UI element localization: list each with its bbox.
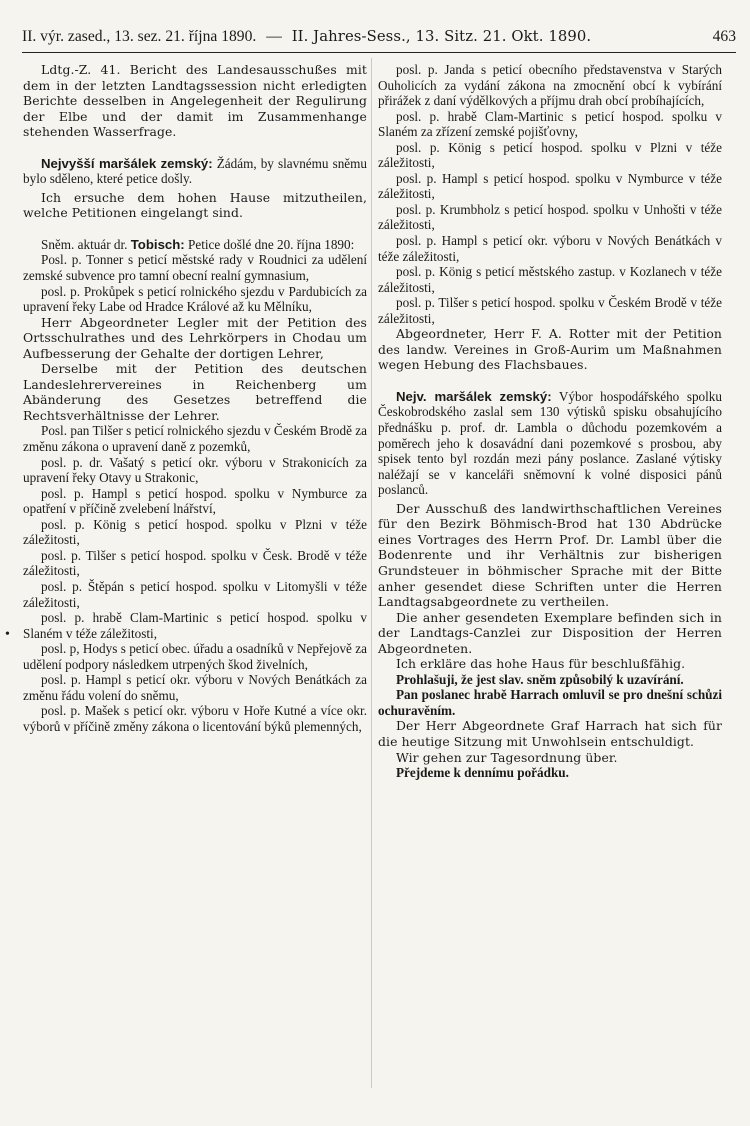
marshal-statement — [23, 156, 367, 187]
speaker-title: Sněm. aktuár dr. — [41, 236, 128, 252]
speech-text-german: Die anher gesendeten Exemplare befinden sich in der Landtags-Canzlei zur Disposition der Herren Abgeordneten. — [378, 609, 722, 656]
petition-item: posl. p. Hampl s peticí hospod. spolku v Nymburce v téže záležitosti, — [378, 170, 722, 202]
speech-text: Pan poslanec hrabě Harrach omluvil se pro dnešní schůzi ochuravěním. — [378, 687, 722, 718]
petition-item: posl. p. Mašek s peticí okr. výboru v Hoře Kutné a více okr. výborů v příčině změny zákona o licentování býků plemenných, — [23, 703, 367, 734]
speaker-name: Nejv. maršálek zemský: — [396, 388, 552, 404]
petition-item: posl. p. Tilšer s peticí hospod. spolku v Česk. Brodě v téže záležitosti, — [23, 547, 367, 579]
petition-item: posl. p. hrabě Clam-Martinic s peticí hospod. spolku v Slaném za zřízení zemské pojišťovny, — [378, 108, 722, 140]
actuary-statement — [23, 237, 367, 253]
petition-item: posl. p. Prokůpek s peticí rolnického sjezdu v Pardubicích za upravení řeky Labe od Hradce Králové až ku Mělníku, — [23, 283, 367, 315]
speech-text-german: Der Herr Abgeordnete Graf Harrach hat sich für die heutige Sitzung mit Unwohlsein entschuldigt. — [378, 718, 722, 749]
speech-text-german: Wir gehen zur Tagesordnung über. — [396, 749, 618, 765]
petition-item: posl. p. König s peticí městského zastup. v Kozlanech v téže záležitosti, — [378, 264, 722, 295]
petition-item: posl. p. Štěpán s peticí hospod. spolku v Litomyšli v téže záležitosti, — [23, 578, 367, 610]
petition-item: posl. p. hrabě Clam-Martinic s peticí hospod. spolku v Slaném v téže záležitosti, — [23, 610, 367, 641]
speech-text: Přejdeme k dennímu pořádku. — [396, 765, 569, 781]
speech-text-german: Ich erkläre das hohe Haus für beschlußfähig. — [396, 656, 686, 672]
speech-text: Žádám, by slavnému sněmu bylo sděleno, které petice došly. — [23, 155, 367, 187]
petition-item: posl. p. Janda s peticí obecního představenstva v Starých Ouholicích za vydání zákona na zmocnění obcí k vybírání přirážek z daní výdělkových a příjmu drah obcí probíhajících, — [378, 62, 722, 109]
running-header — [22, 28, 736, 46]
speaker-name: Tobisch: — [130, 236, 185, 252]
speech-text: Výbor hospodářského spolku Českobrodského zaslal sem 130 výtisků spisku obsahujícího přednášku p. prof. dr. Lambla o důchodu pozemkovém a poměrech jeho k dosavádní dani pozemkové s prosbou, aby spisek tento byl rozdán mezi pány poslance. Zaslané výtisky naléžají se v kanceláři sněmovní k volné disposici pánů poslanců. — [378, 388, 722, 498]
petition-item: Herr Abgeordneter Legler mit der Petition des Ortsschulrathes und des Lehrkörpers in Chodau um Aufbesserung der Gehalte der dortigen Lehrer, — [23, 314, 367, 361]
petition-item: posl. p. König s peticí hospod. spolku v Plzni v téže záležitosti, — [23, 516, 367, 548]
speech-text: Petice došlé dne 20. října 1890: — [188, 236, 355, 252]
report-entry: Ldtg.-Z. 41. Bericht des Landesausschußes mit dem in der letzten Landtagssession nicht erledigten Berichte desselben in Angelegenheit der Regulirung der Elbe und der damit im Zusammenhange stehenden Wasserfrage. — [23, 62, 367, 140]
speaker-name: Nejvyšší maršálek zemský: — [41, 155, 213, 171]
header-separator: — — [266, 28, 282, 45]
petition-item: Posl. pan Tilšer s peticí rolnického sjezdu v Českém Brodě za změnu zákona o upravení daně z pozemků, — [23, 423, 367, 455]
speech-text-german: Der Ausschuß des landwirthschaftlichen Vereines für den Bezirk Böhmisch-Brod hat 130 Abdrücke eines Vortrages des Herrn Prof. Dr. Lambl über die Bodenrente und ihr Verhältnis zur bisherigen Grundsteuer in böhmischer Sprache mit der Bitte anher gesendet diese Schriften unter die Herren Landtagsabgeordnete zu vertheilen. — [378, 500, 722, 610]
petition-item: posl. p. Tilšer s peticí hospod. spolku v Českém Brodě v téže záležitosti, — [378, 295, 722, 326]
right-column — [378, 62, 722, 781]
speech-text: Prohlašuji, že jest slav. sněm způsobilý k uzavírání. — [396, 671, 684, 687]
petition-item: posl. p. dr. Vašatý s peticí okr. výboru v Strakonicích za upravení řeky Otavy u Strakonic, — [23, 454, 367, 486]
marshal-statement — [378, 389, 722, 498]
petition-item: posl. p. König s peticí hospod. spolku v Plzni v téže záležitosti, — [378, 139, 722, 171]
petition-item: Derselbe mit der Petition des deutschen Landeslehrervereines in Reichenberg um Abänderung des Gesetzes betreffend die Rechtsverhältnisse der Lehrer. — [23, 361, 367, 423]
header-czech: II. výr. zased., 13. sez. 21. října 1890. — [22, 28, 257, 45]
petition-item: Posl. p. Tonner s peticí městské rady v Roudnici za udělení zemské subvence pro tamní obecní realní gymnasium, — [23, 252, 367, 284]
margin-dot: • — [5, 627, 10, 642]
left-column — [23, 62, 367, 734]
petition-item: posl. p, Hodys s peticí obec. úřadu a osadníků v Nepřejově za udělení podpory následkem utrpených škod živelních, — [23, 641, 367, 672]
petition-item: posl. p. Hampl s peticí hospod. spolku v Nymburce za opatření v příčině zvelebení lnářství, — [23, 485, 367, 517]
petition-item: Abgeordneter, Herr F. A. Rotter mit der Petition des landw. Vereines in Groß-Aurim um Maßnahmen wegen Hebung des Flachsbaues. — [378, 326, 722, 373]
petition-item: posl. p. Hampl s peticí okr. výboru v Nových Benátkách za změnu řádu volení do sněmu, — [23, 672, 367, 703]
page-number: 463 — [712, 28, 736, 45]
petition-item: posl. p. Krumbholz s peticí hospod. spolku v Unhošti v téže záležitosti, — [378, 201, 722, 233]
column-divider — [371, 58, 372, 1088]
petition-item: posl. p. Hampl s peticí okr. výboru v Nových Benátkách v téže záležitosti, — [378, 233, 722, 264]
header-german: II. Jahres-Sess., 13. Sitz. 21. Okt. 1890. — [291, 28, 592, 45]
header-rule — [22, 52, 736, 53]
speech-text-german: Ich ersuche dem hohen Hause mitzutheilen, welche Petitionen eingelangt sind. — [23, 189, 367, 221]
